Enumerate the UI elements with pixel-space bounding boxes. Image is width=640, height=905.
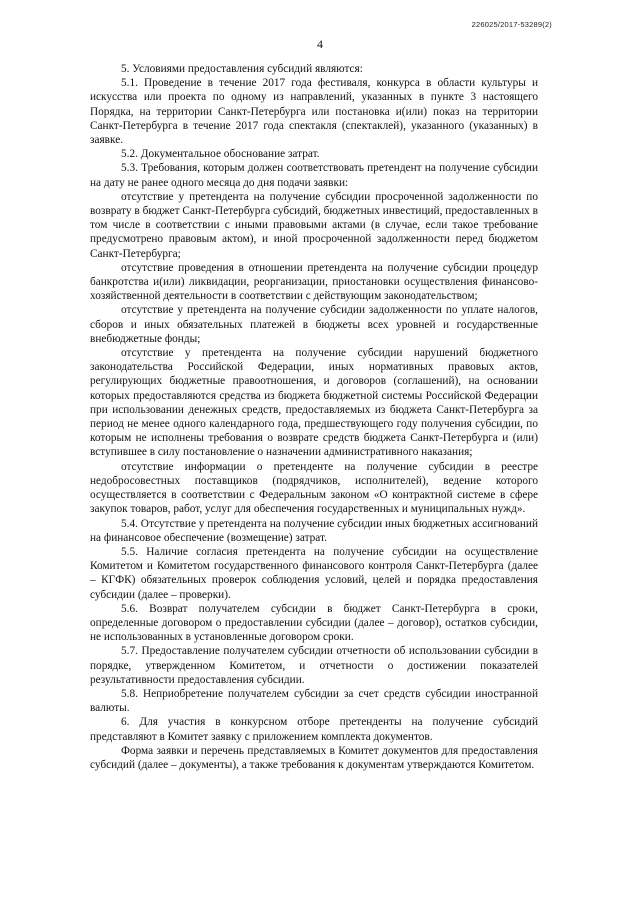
paragraph-5-1: 5.1. Проведение в течение 2017 года фестиваля, конкурса в области культуры и искусства или проекта по одному из направлений, указанных в пункте 3 настоящего Порядка, на территории Санкт-Петербурга или постановка и(или) показ на территории Санкт-Петербурга в течение 2017 года спектакля (спектаклей), указанного (указанных) в заявке. xyxy=(90,77,538,147)
requirement-no-tax-debt: отсутствие у претендента на получение субсидии задолженности по уплате налогов, сборов и иных обязательных платежей в бюджеты всех уровней и государственные внебюджетные фонды; xyxy=(90,304,538,345)
paragraph-6: 6. Для участия в конкурсном отборе претенденты на получение субсидий представляют в Комитет заявку с приложением комплекта документов. xyxy=(90,716,538,743)
document-body xyxy=(90,62,538,772)
paragraph-5-4: 5.4. Отсутствие у претендента на получение субсидии иных бюджетных ассигнований на финансовое обеспечение (возмещение) затрат. xyxy=(90,517,538,544)
page-number: 4 xyxy=(317,37,323,51)
paragraph-5-7: 5.7. Предоставление получателем субсидии отчетности об использовании субсидии в порядке, утвержденном Комитетом, и отчетности о достижении показателей результативности предоставления субсидии. xyxy=(90,645,538,686)
paragraph-forms: Форма заявки и перечень представляемых в Комитет документов для предоставления субсидий (далее – документы), а также требования к документам утверждаются Комитетом. xyxy=(90,744,538,771)
paragraph-5-3: 5.3. Требования, которым должен соответствовать претендент на получение субсидии на дату не ранее одного месяца до дня подачи заявки: xyxy=(90,162,538,189)
requirement-no-bankruptcy: отсутствие проведения в отношении претендента на получение субсидии процедур банкротства и(или) ликвидации, реорганизации, приостановки осуществления финансово-хозяйственной деятельности в соответствии с действующим законодательством; xyxy=(90,261,538,303)
requirement-no-overdue-debt: отсутствие у претендента на получение субсидии просроченной задолженности по возврату в бюджет Санкт-Петербурга субсидий, бюджетных инвестиций, предоставленных в том числе в соответствии с иными правовыми актами (в случае, если такое требование предусмотрено правовым актом), и иной просроченной задолженности перед бюджетом Санкт-Петербурга; xyxy=(90,190,538,260)
paragraph-5: 5. Условиями предоставления субсидий являются: xyxy=(121,63,363,75)
paragraph-5-5: 5.5. Наличие согласия претендента на получение субсидии на осуществление Комитетом и Комитетом государственного финансового контроля Санкт-Петербурга (далее – КГФК) обязательных проверок соблюдения условий, целей и порядка предоставления субсидии (далее – проверки). xyxy=(90,545,538,601)
paragraph-5-2: 5.2. Документальное обоснование затрат. xyxy=(121,148,320,161)
requirement-no-unfair-supplier: отсутствие информации о претенденте на получение субсидии в реестре недобросовестных поставщиков (подрядчиков, исполнителей), ведение которого осуществляется в соответствии с Федеральным законом «О контрактной системе в сфере закупок товаров, работ, услуг для обеспечения государственных и муниципальных нужд». xyxy=(90,460,538,516)
requirement-no-budget-violations: отсутствие у претендента на получение субсидии нарушений бюджетного законодательства Российской Федерации, иных нормативных правовых актов, регулирующих бюджетные правоотношения, и договоров (соглашений), на основании которых предоставляются средства из бюджета бюджетной системы Российской Федерации при использовании денежных средств, предоставляемых из бюджета Санкт-Петербурга за период не менее одного календарного года, предшествующего году получения субсидии, по которым не исполнены требования о возврате средств бюджета Санкт-Петербурга и (или) вступившее в силу постановление о назначении административного наказания; xyxy=(90,347,538,459)
paragraph-5-6: 5.6. Возврат получателем субсидии в бюджет Санкт-Петербурга в сроки, определенные договором о предоставлении субсидии (далее – договор), остатков субсидии, не использованных в установленные договором сроки. xyxy=(90,602,538,644)
paragraph-5-8: 5.8. Неприобретение получателем субсидии за счет средств субсидии иностранной валюты. xyxy=(90,687,538,715)
document-number: 226025/2017-53289(2) xyxy=(471,20,552,29)
